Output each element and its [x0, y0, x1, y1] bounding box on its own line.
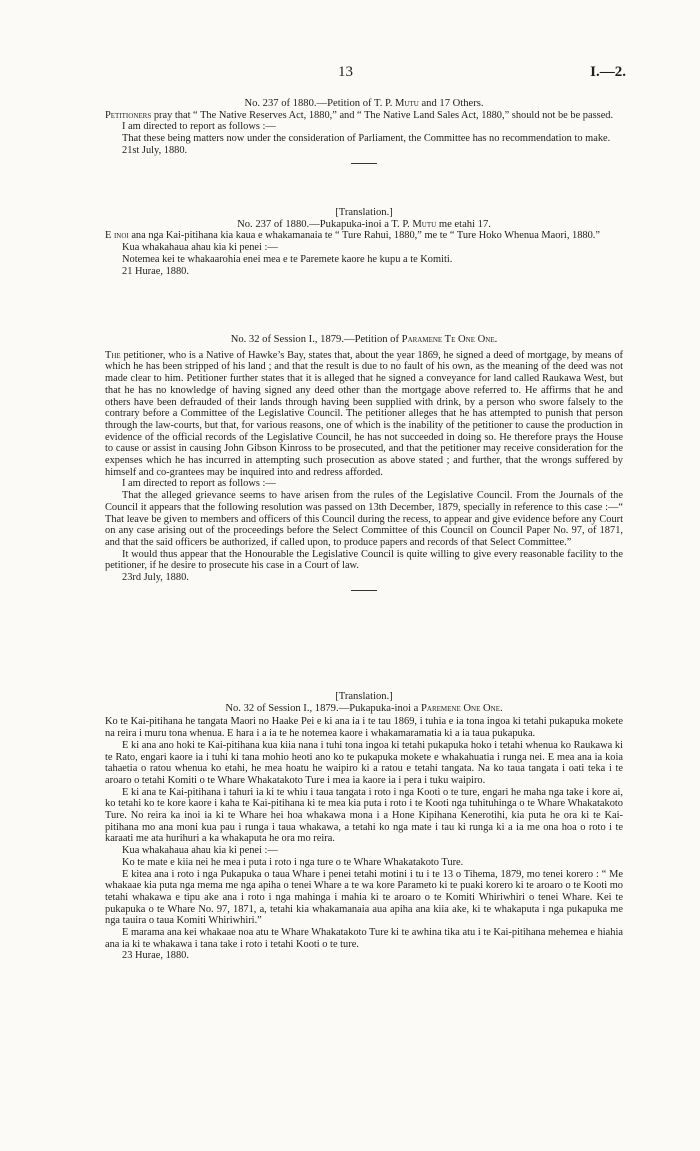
section-heading: No. 237 of 1880.—Petition of T. P. Mutu and 17 Others. — [244, 98, 484, 109]
petition-237-english — [105, 98, 623, 172]
section-heading: No. 237 of 1880.—Pukapuka-inoi a T. P. Mutu me etahi 17. — [237, 218, 491, 230]
date-line: 23rd July, 1880. — [122, 572, 189, 584]
petition-paragraph: E ki ana te Kai-pitihana i tahuri ia ki te whiu i taua tangata i roto i nga Kooti o te ture, engari he maha nga take i kore ai, ko tetahi ko te kore kaore i kaha te Kai-pitihana ki te mea kia puta i roto i te Kooti nga tuhituhinga o te Whare Whakatakoto Ture. No reira ka inoi ia ki te Whare hei hoa whakawa mona i a Hone Kipihana Kenerotihi, kia puta he ora ki te Kai-pitihana mo ana moni kua pau i runga i taua whakawa, a tetahi ko nga mate i tau ki runga ki a ia me ona hoa o roto i te karaati me ata hurihuri a ka whakaputa he ora mo reira. — [105, 786, 623, 845]
report-paragraph: That these being matters now under the consideration of Parliament, the Committee has no recommendation to make. — [122, 133, 611, 145]
petition-32-translation — [105, 688, 623, 962]
translation-label: [Translation.] — [335, 691, 393, 702]
report-paragraph: E marama ana kei whakaae noa atu te Whare Whakatakoto Ture ki te awhina tika atu i te Kai-pitihana mehemea e hiahia ana ia ki te whakawa i tana take i roto i tetahi Kooti o te ture. — [105, 927, 623, 950]
petition-paragraph: E ki ana ano hoki te Kai-pitihana kua kiia nana i tuhi tona ingoa ki tetahi pukapuka hoko i tetahi whenua ko Raukawa ki te Rato, engari kaore ia i tuhi ki tana mohio heoti ano ko te pukapuka mokete e whakahuatia i runga nei. E mea ana ia koia tahaetia o ratou whenua ko etahi, he mea hoatu he waipiro ki a ratou e tetahi tangata. Na ko taua tangata i oati teka i te aroaro o tetahi Komiti o te Whare Whakatakoto Ture i mea ia kaore ia i pera i tuku waipiro. — [105, 739, 623, 786]
report-paragraph: E kitea ana i roto i nga Pukapuka o taua Whare i penei tetahi motini i tu i te 13 o Tihema, 1879, mo tenei korero : “ Me whakaae kia puta nga mema me nga apiha o tenei Whare a te wa kore Parameto ki te puaki korero ki te aroaro o te Kooti mo tetahi whakawa e tipu ake ana i roto i nga mahinga i mahia ki te aroaro o te Komiti Whiriwhiri o tenei Whare. Kei te pukapuka o te Whare No. 97, 1871, a, tetahi kia whakamanaia aua apiha ana kiia ake, ki te whakaputa i nga pukapuka me nga tauira o taua Komiti Whiriwhiri.” — [105, 868, 623, 927]
page-header — [0, 64, 700, 84]
petition-32-english — [105, 334, 623, 599]
report-paragraph: Ko te mate e kiia nei he mea i puta i roto i nga ture o te Whare Whakatakoto Ture. — [122, 856, 464, 868]
report-paragraph: Notemea kei te whakaarohia enei mea e te Paremete kaore he kupu a te Komiti. — [122, 253, 453, 265]
petition-237-translation — [105, 207, 623, 277]
petition-paragraph: Ko te Kai-pitihana he tangata Maori no Haake Pei e ki ana ia i te tau 1869, i tuhia e ia tona ingoa ki tetahi pukapuka mokete na reira i muru tona whenua. E hara i a ia te he notemea kaore i whakamaramatia ki a ia taua pukapuka. — [105, 716, 623, 740]
date-line: 21st July, 1880. — [122, 144, 188, 156]
petition-paragraph: Petitioners pray that “ The Native Reserves Act, 1880,” and “ The Native Land Sales Act, 1880,” should not be be passed. — [105, 109, 614, 121]
date-line: 23 Hurae, 1880. — [122, 950, 189, 962]
section-heading: No. 32 of Session I., 1879.—Petition of Paramene Te One One. — [230, 334, 498, 345]
report-intro: Kua whakahaua ahau kia ki penei :— — [122, 845, 278, 857]
report-intro: I am directed to report as follows :— — [122, 121, 276, 133]
report-intro: I am directed to report as follows :— — [122, 478, 276, 490]
paper-reference: I.—2. — [590, 64, 626, 80]
date-line: 21 Hurae, 1880. — [122, 265, 189, 277]
report-paragraph: That the alleged grievance seems to have arisen from the rules of the Legislative Council. From the Journals of the Council it appears that the following resolution was passed on 13th December, 1879, specially in reference to this case :—“ That leave be given to members and officers of this Council during the recess, to appear and give evidence before any Court on any case arising out of the proceedings before the Select Committee of this Council on Council Paper No. 97, of 1871, and that the said officers be authorized, if called upon, to produce papers and records of that Select Committee.” — [105, 490, 623, 548]
page-number: 13 — [338, 64, 353, 80]
report-intro: Kua whakahaua ahau kia ki penei :— — [122, 242, 278, 254]
section-divider — [351, 590, 377, 591]
section-divider — [351, 163, 377, 164]
translation-label: [Translation.] — [335, 207, 393, 218]
petition-paragraph: The petitioner, who is a Native of Hawke’s Bay, states that, about the year 1869, he signed a deed of mortgage, by means of which he has been stripped of his land ; and that the result is due to no fault of his own, as the meaning of the deed was not made clear to him. Petitioner further states that it is alleged that he signed a conveyance for land called Raukawa West, but that he has no knowledge of having signed any deed other than the mortgage above referred to. He affirms that he and others have been defrauded of their lands through having been supplied with drink, by a person who swore falsely to the contrary before a Committee of the Legislative Council. The petitioner alleges that he has attempted to punish that person through the law-courts, but that, for various reasons, one of which is the inability of the petitioner to cause the production in evidence of the official records of the Legislative Council, he has not succeeded in doing so. He therefore prays the House to cause or assist in causing John Gibson Kinross to be prosecuted, and that the petitioner may receive consideration for the expenses which he has incurred in attempting such prosecution as above stated ; and further, that the wrongs suffered by himself and co-grantees may be inquired into and redress afforded. — [105, 349, 623, 478]
petition-paragraph: E inoi ana nga Kai-pitihana kia kaua e whakamanaia te “ Ture Rahui, 1880,” me te “ Ture Hoko Whenua Maori, 1880.” — [105, 230, 601, 242]
section-heading: No. 32 of Session I., 1879.—Pukapuka-inoi a Paremene One One. — [225, 702, 503, 714]
report-paragraph: It would thus appear that the Honourable the Legislative Council is quite willing to give every reasonable facility to the petitioner, if he desire to prosecute his case in a Court of law. — [105, 548, 623, 572]
